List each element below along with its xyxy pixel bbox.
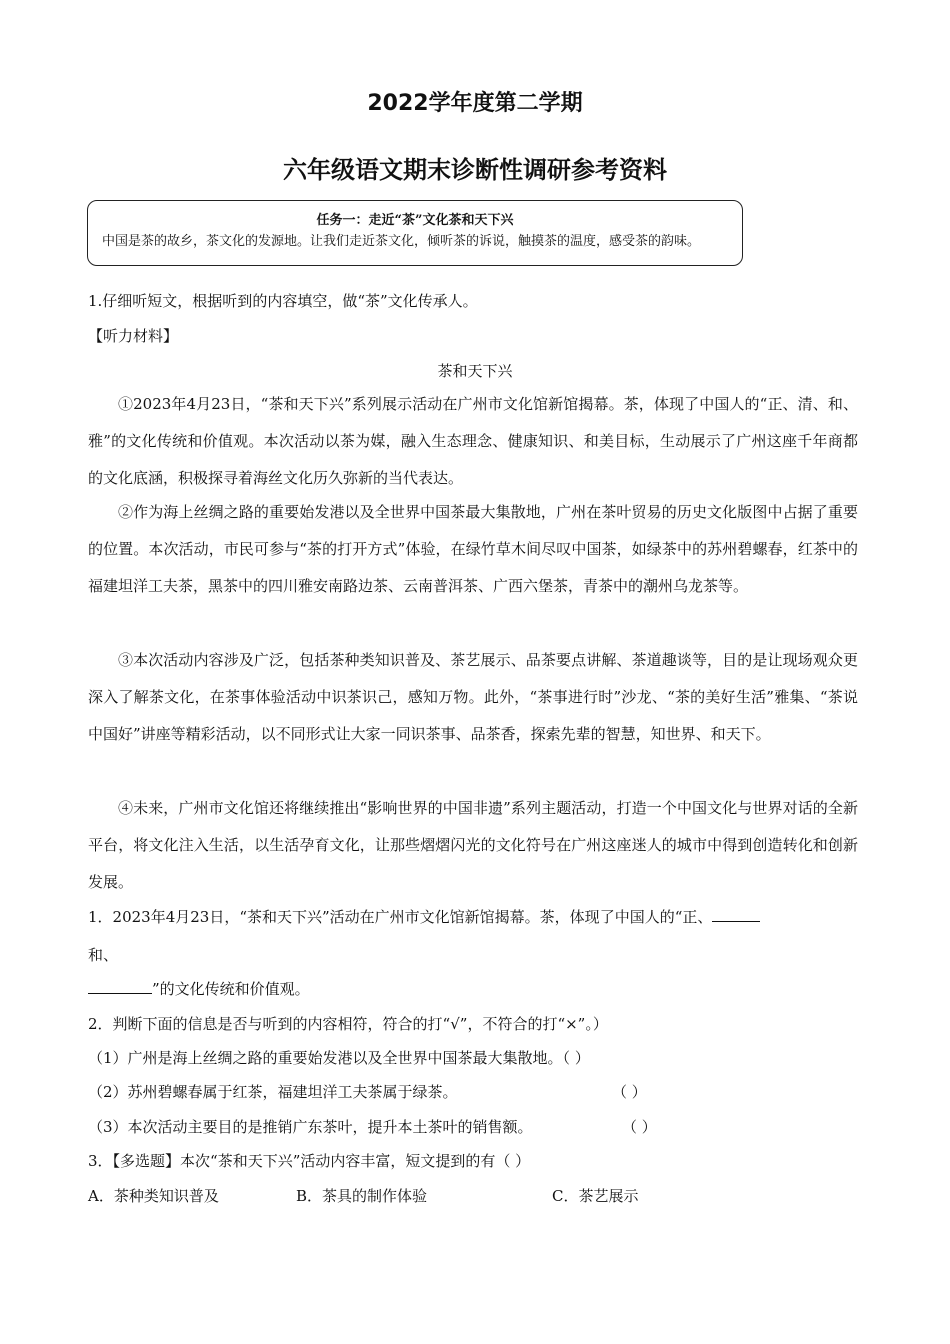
question-1-intro: 1.仔细听短文，根据听到的内容填空，做“茶”文化传承人。 <box>88 292 478 310</box>
fill-question-suffix: ”的文化传统和价值观。 <box>152 980 310 998</box>
passage-title: 茶和天下兴 <box>437 362 513 380</box>
judge-item-3: （3）本次活动主要目的是推销广东茶叶，提升本土茶叶的销售额。 <box>88 1118 533 1136</box>
option-a[interactable]: A．茶种类知识普及 <box>88 1187 219 1205</box>
listening-material-label: 【听力材料】 <box>88 327 179 345</box>
document-title: 2022学年度第二学期 <box>367 91 583 116</box>
fill-question-line1 <box>88 906 760 927</box>
option-b[interactable]: B．茶具的制作体验 <box>296 1187 428 1205</box>
judge-item-3-bracket[interactable]: （ ） <box>622 1118 657 1136</box>
task-box <box>87 200 743 266</box>
fill-question-text: 1．2023年4月23日，“茶和天下兴”活动在广州市文化馆新馆揭幕。茶，体现了中国人的“正、 <box>88 908 713 926</box>
judge-item-2-bracket[interactable]: （ ） <box>612 1083 647 1101</box>
passage-paragraph-2: ②作为海上丝绸之路的重要始发港以及全世界中国茶最大集散地，广州在茶叶贸易的历史文化版图中占据了重要的位置。本次活动，市民可参与“茶的打开方式”体验，在绿竹草木间尽叹中国茶，如绿茶中的苏州碧螺春，红茶中的福建坦洋工夫茶，黑茶中的四川雅安南路边茶、云南普洱茶、广西六堡茶，青茶中的潮州乌龙茶等。 <box>88 503 858 595</box>
option-c[interactable]: C．茶艺展示 <box>552 1187 639 1205</box>
judge-item-2: （2）苏州碧螺春属于红茶，福建坦洋工夫茶属于绿茶。 <box>88 1083 458 1101</box>
judge-item-1: （1）广州是海上丝绸之路的重要始发港以及全世界中国茶最大集散地。（ ） <box>88 1049 590 1067</box>
multi-choice-stem: 3．【多选题】本次“茶和天下兴”活动内容丰富，短文提到的有（ ） <box>88 1152 531 1170</box>
fill-question-line3 <box>88 978 310 999</box>
task-title: 任务一：走近“茶”文化茶和天下兴 <box>316 213 514 228</box>
answer-blank-1[interactable] <box>712 907 760 922</box>
task-description: 中国是茶的故乡，茶文化的发源地。让我们走近茶文化，倾听茶的诉说，触摸茶的温度，感受茶的韵味。 <box>102 234 701 249</box>
passage-paragraph-1: ①2023年4月23日，“茶和天下兴”系列展示活动在广州市文化馆新馆揭幕。茶，体现了中国人的“正、清、和、雅”的文化传统和价值观。本次活动以茶为媒，融入生态理念、健康知识、和美目标，生动展示了广州这座千年商都的文化底涵，积极探寻着海丝文化历久弥新的当代表达。 <box>88 395 858 487</box>
judge-question-stem: 2．判断下面的信息是否与听到的内容相符，符合的打“√”，不符合的打“×”。） <box>88 1015 608 1033</box>
document-subtitle: 六年级语文期末诊断性调研参考资料 <box>283 156 667 184</box>
fill-question-line2: 和、 <box>88 946 119 964</box>
passage-paragraph-3: ③本次活动内容涉及广泛，包括茶种类知识普及、茶艺展示、品茶要点讲解、茶道趣谈等，目的是让现场观众更深入了解茶文化，在茶事体验活动中识茶识己，感知万物。此外，“茶事进行时”沙龙、“茶的美好生活”雅集、“茶说中国好”讲座等精彩活动，以不同形式让大家一同识茶事、品茶香，探索先辈的智慧，知世界、和天下。 <box>88 651 858 743</box>
passage-paragraph-4: ④未来，广州市文化馆还将继续推出“影响世界的中国非遗”系列主题活动，打造一个中国文化与世界对话的全新平台，将文化注入生活，以生活孕育文化，让那些熠熠闪光的文化符号在广州这座迷人的城市中得到创造转化和创新发展。 <box>88 799 858 891</box>
answer-blank-2[interactable] <box>88 979 152 994</box>
